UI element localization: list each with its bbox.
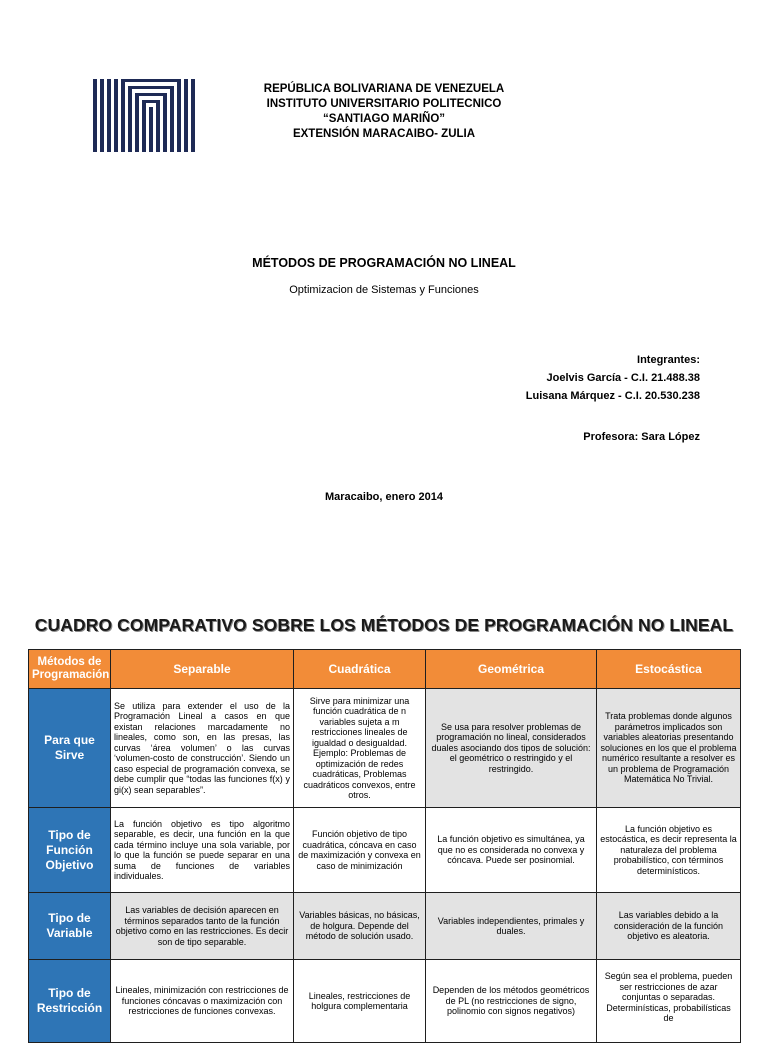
professor-name: Profesora: Sara López: [583, 431, 700, 443]
cell-estocastica: Trata problemas donde algunos parámetros implicados son variables aleatorias presentando soluciones en los que el problema numérico resultante a resolver es un problema de Programación Matemática No Trivial.: [597, 689, 741, 808]
header-geometrica: Geométrica: [426, 650, 597, 689]
header-methods: Métodos de Programación: [29, 650, 111, 689]
members-label: Integrantes:: [637, 354, 700, 366]
cell-separable: Las variables de decisión aparecen en términos separados tanto de la función objetivo como en las restricciones. Es decir son de tipo separable.: [111, 893, 294, 960]
table-row: [29, 808, 741, 893]
cell-separable: Se utiliza para extender el uso de la Programación Lineal a casos en que existan relaciones marcadamente no lineales, como son, en las presas, las curvas ‘área volumen’ o las curvas ‘volumen-costo de construcción’. Siendo un caso especial de programación convexa, se debe cumplir que “todas las funciones f(x) y gi(x) sean separables”.: [111, 689, 294, 808]
cell-geometrica: Se usa para resolver problemas de programación no lineal, considerados duales asociando dos tipos de solución: el geométrico o restringido y el restringido.: [426, 689, 597, 808]
cell-cuadratica: Lineales, restricciones de holgura complementaria: [294, 960, 426, 1043]
members-block: [526, 351, 700, 405]
header-institute: INSTITUTO UNIVERSITARIO POLITECNICO: [266, 98, 502, 110]
header-separable: Separable: [111, 650, 294, 689]
table-row: [29, 689, 741, 808]
cell-cuadratica: Variables básicas, no básicas, de holgura. Depende del método de solución usado.: [294, 893, 426, 960]
cell-estocastica: La función objetivo es estocástica, es decir representa la naturaleza del problema probabilístico, con términos determinísticos.: [597, 808, 741, 893]
cell-cuadratica: Función objetivo de tipo cuadrática, cóncava en caso de maximización y convexa en caso de minimización: [294, 808, 426, 893]
table-header-row: [29, 650, 741, 689]
cell-estocastica: Las variables debido a la consideración de la función objetivo es aleatoria.: [597, 893, 741, 960]
member-2: Luisana Márquez - C.I. 20.530.238: [525, 390, 700, 402]
place-date: Maracaibo, enero 2014: [324, 491, 443, 503]
table-title: CUADRO COMPARATIVO SOBRE LOS MÉTODOS DE PROGRAMACIÓN NO LINEAL: [34, 615, 734, 635]
cell-geometrica: Variables independientes, primales y duales.: [426, 893, 597, 960]
document-title: MÉTODOS DE PROGRAMACIÓN NO LINEAL: [252, 256, 516, 270]
table-row: [29, 960, 741, 1043]
document-subtitle: Optimizacion de Sistemas y Funciones: [289, 284, 479, 296]
row-label: Tipo de Función Objetivo: [29, 808, 111, 893]
header-extension: EXTENSIÓN MARACAIBO- ZULIA: [292, 128, 476, 140]
table-row: [29, 893, 741, 960]
row-label: Tipo de Variable: [29, 893, 111, 960]
cell-estocastica-text: Según sea el problema, pueden ser restricciones de azar conjuntas o separadas. Determinísticas, probabilísticas de: [604, 971, 733, 1023]
header-cuadratica: Cuadrática: [294, 650, 426, 689]
cell-estocastica: [597, 960, 741, 1043]
header-institute-name: “SANTIAGO MARIÑO”: [322, 113, 446, 125]
cell-separable: Lineales, minimización con restricciones de funciones cóncavas o maximización con restricciones de funciones convexas.: [111, 960, 294, 1043]
header-estocastica: Estocástica: [597, 650, 741, 689]
row-label: Para que Sirve: [29, 689, 111, 808]
institute-logo: [93, 79, 195, 152]
cell-separable: La función objetivo es tipo algoritmo separable, es decir, una función en la que cada término incluye una sola variable, por lo que la función se puede separar en una suma de funciones de variables individuales.: [111, 808, 294, 893]
cell-geometrica: Dependen de los métodos geométricos de PL (no restricciones de signo, polinomio con signos negativos): [426, 960, 597, 1043]
cell-cuadratica: Sirve para minimizar una función cuadrática de n variables sujeta a m restricciones lineales de igualdad o desigualdad. Ejemplo: Problemas de optimización de redes cuadráticas, Problemas cuadráticos convexos, entre otros.: [294, 689, 426, 808]
header-country: REPÚBLICA BOLIVARIANA DE VENEZUELA: [263, 83, 505, 95]
member-1: Joelvis García - C.I. 21.488.38: [546, 372, 700, 384]
cell-geometrica: La función objetivo es simultánea, ya que no es considerada no convexa y cóncava. Puede ser posinomial.: [426, 808, 597, 893]
institution-header: [200, 82, 568, 142]
comparison-table: [28, 649, 741, 1043]
row-label: Tipo de Restricción: [29, 960, 111, 1043]
